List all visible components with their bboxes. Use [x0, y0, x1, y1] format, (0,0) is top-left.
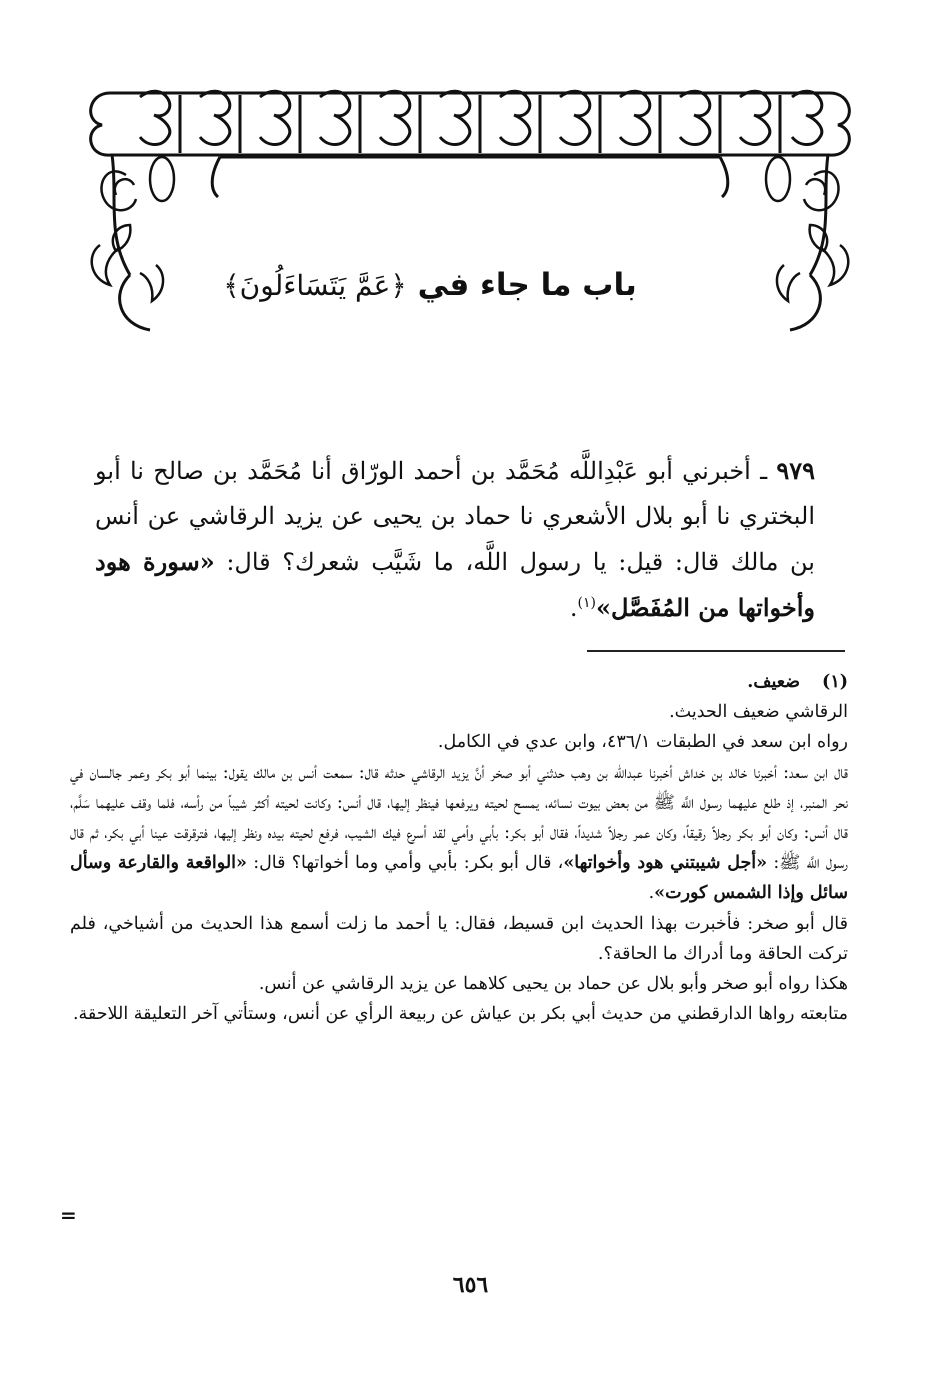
hadith-end: . — [569, 594, 578, 622]
footnote-line: رواه ابن سعد في الطبقات ٤٣٦/١، وابن عدي في الكامل. — [437, 732, 848, 753]
page-number: ٦٥٦ — [452, 1272, 489, 1298]
chapter-title-text: باب ما جاء في — [417, 267, 637, 303]
footnote-bold-quote: «أجل شيبتني هود وأخواتها» — [563, 853, 768, 874]
footnote-paragraph: متابعته رواها الدارقطني من حديث أبي بكر بن عياش عن ربيعة الرأي عن أنس، وستأتي آخر التعليقة اللاحقة. — [72, 1004, 848, 1025]
continuation-mark: = — [60, 1203, 77, 1227]
chapter-title-quran-quote: ﴿عَمَّ يَتَسَاءَلُونَ﴾ — [223, 269, 407, 302]
footnote-grade: ضعيف. — [747, 672, 801, 692]
footnote-paragraph: قال أبو صخر: فأخبرت بهذا الحديث ابن قسيط، فقال: يا أحمد ما زلت أسمع هذا الحديث من أشياخي، فلم تركت الحاقة وما أدراك ما الحاقة؟. — [70, 913, 848, 964]
footnote-ref: (١) — [577, 595, 596, 611]
footnote-text: ، قال أبو بكر: بأبي وأمي وما أخواتها؟ قال: — [246, 853, 564, 874]
hadith-isnad: ـ أخبرني أبو عَبْدِاللَّه مُحَمَّد بن أحمد الورّاق أنا مُحَمَّد بن صالح نا أبو البختري نا أبو بلال الأشعري نا حماد بن يحيى عن يزيد الرقاشي عن أنس بن مالك قال: قيل: يا رسول اللَّه، ما شَيَّب شعرك؟ قال: — [95, 457, 815, 576]
hadith-number: ٩٧٩ — [776, 456, 815, 485]
chapter-title — [200, 260, 660, 311]
footnote-paragraph — [70, 758, 848, 909]
footnote-bold-quote: «الواقعة والقارعة وسأل سائل وإذا الشمس كورت» — [70, 853, 848, 904]
footnote — [70, 667, 848, 1029]
footnote-paragraph: هكذا رواه أبو صخر وأبو بلال عن حماد بن يحيى كلاهما عن يزيد الرقاشي عن أنس. — [258, 974, 848, 995]
footnote-line: الرقاشي ضعيف الحديث. — [669, 702, 848, 723]
footnote-number: (١) — [822, 672, 848, 692]
footnote-separator — [587, 650, 845, 652]
hadith-matn-quote: «سورة هود وأخواتها من المُفَصَّل» — [95, 547, 815, 622]
hadith-text — [95, 448, 815, 631]
footnote-text: . — [648, 883, 655, 904]
footnote-text: قال ابن سعد: أخبرنا خالد بن خداش أخبرنا عبدالله بن وهب حدثني أبو صخر أنَّ يزيد الرقاشي حدثه قال: سمعت أنس بن مالك يقول: بينما أبو بكر وعمر جالسان في نحر المنبر، إذ طلع عليهما رسول اللَّه ﷺ من بعض بيوت نسائه، يمسح لحيته ويرفعها فينظر إليها، قال أنس: وكانت لحيته أكثر شيباً من رأسه، فلما وقف عليهما سَلَّم، قال أنس: وكان أبو بكر رجلاً رقيقاً، وكان عمر رجلاً شديداً، فقال أبو بكر: بأبي وأمي لقد أسرع فيك الشيب، فرفع لحيته بيده ونظر إليها، فترقرقت عينا أبي بكر، ثم قال رسول اللَّه ﷺ: — [70, 762, 848, 874]
